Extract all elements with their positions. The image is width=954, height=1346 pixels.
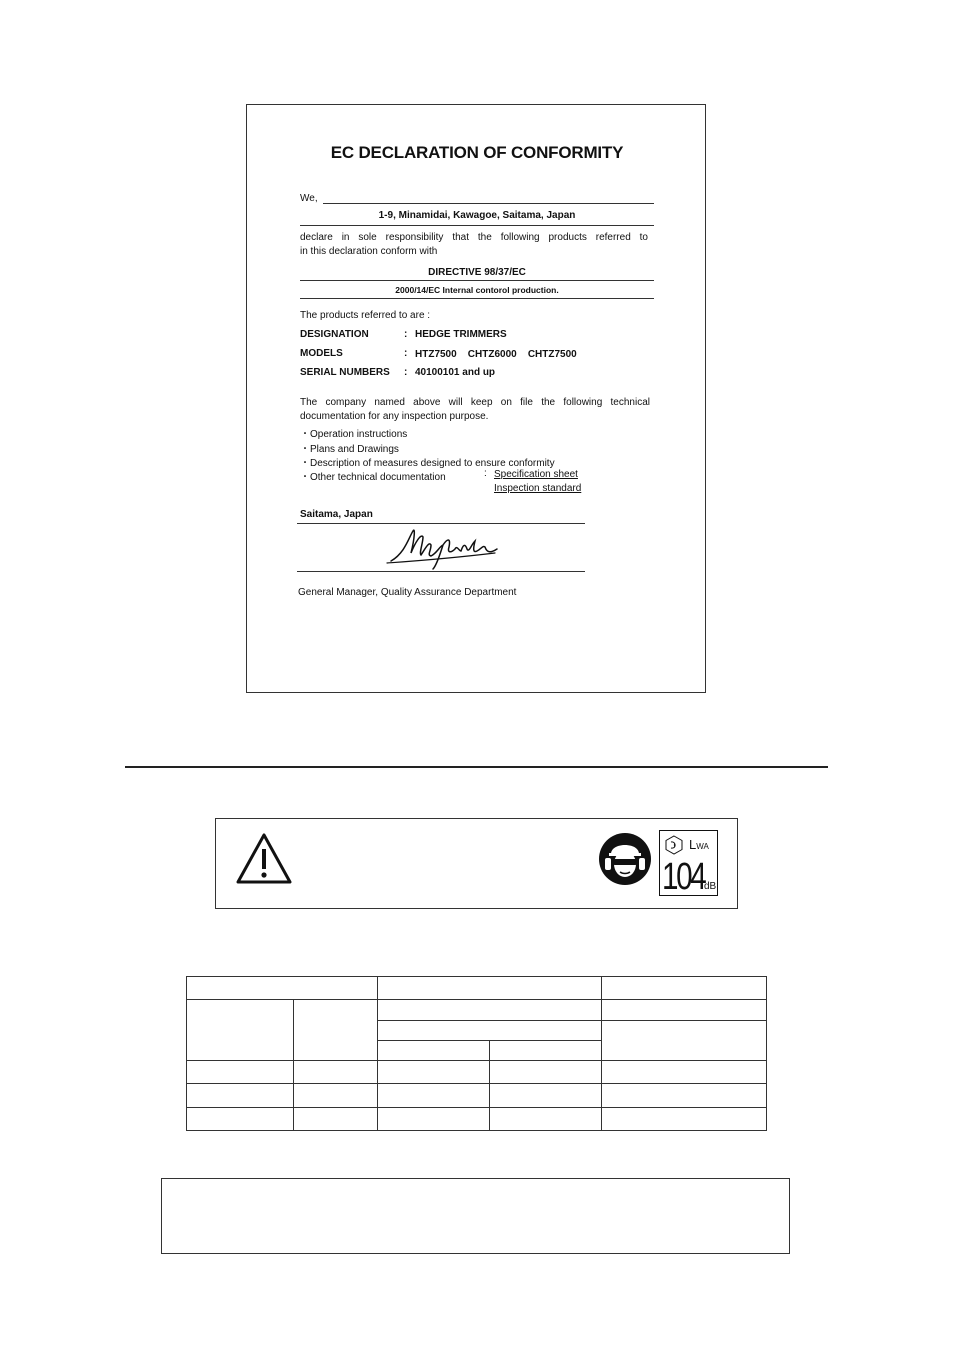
file-line-1: The company named above will keep on file the following technical xyxy=(300,397,650,408)
we-rule xyxy=(323,203,654,204)
designation-sep: : xyxy=(404,329,408,340)
declaration-title: EC DECLARATION OF CONFORMITY xyxy=(330,143,624,162)
table-header-cell xyxy=(601,976,767,1000)
table-header-cell xyxy=(377,976,602,1000)
table-row-cell xyxy=(293,1083,378,1108)
designation-value: HEDGE TRIMMERS xyxy=(415,329,507,340)
table-cell xyxy=(601,999,767,1021)
models-sep: : xyxy=(404,348,408,359)
we-label: We, xyxy=(300,193,318,204)
lwa-main: L xyxy=(689,837,697,852)
table-row-cell xyxy=(489,1083,602,1108)
table-cell xyxy=(377,1040,490,1061)
section-divider xyxy=(125,766,828,768)
file-line-2: documentation for any inspection purpose. xyxy=(300,411,489,422)
table-row-cell xyxy=(293,1060,378,1084)
directive-rule xyxy=(300,280,654,281)
noise-level-icon xyxy=(664,835,684,855)
designation-label: DESIGNATION xyxy=(300,329,369,340)
directive: DIRECTIVE 98/37/EC xyxy=(428,267,526,278)
table-row-cell xyxy=(601,1060,767,1084)
table-cell xyxy=(489,1040,602,1061)
table-row-cell xyxy=(489,1107,602,1131)
table-row-cell xyxy=(489,1060,602,1084)
table-cell xyxy=(377,1020,602,1041)
lwa-sub: WA xyxy=(696,842,709,851)
table-row-cell xyxy=(601,1107,767,1131)
hearing-eye-protection-icon xyxy=(598,832,652,886)
table-header-cell xyxy=(186,976,378,1000)
doc-item: ・Description of measures designed to ensure conformity xyxy=(300,458,555,469)
doc-item: ・Other technical documentation xyxy=(300,472,446,483)
warning-triangle-icon xyxy=(235,832,293,886)
table-row-cell xyxy=(377,1060,490,1084)
docs-sep: : xyxy=(484,468,487,479)
directive-2-rule xyxy=(300,298,654,299)
address-rule xyxy=(300,225,654,226)
signature-rule xyxy=(297,571,585,572)
table-row-cell xyxy=(186,1060,294,1084)
lwa-label xyxy=(689,838,709,853)
serial-sep: : xyxy=(404,367,408,378)
declaration-card xyxy=(246,104,706,693)
noise-unit: dB xyxy=(704,881,717,892)
table-row-cell xyxy=(601,1083,767,1108)
table-row-cell xyxy=(186,1083,294,1108)
spec-table xyxy=(186,976,767,1131)
table-row-cell xyxy=(186,1107,294,1131)
serial-label: SERIAL NUMBERS xyxy=(300,367,390,378)
table-cell xyxy=(186,999,294,1061)
warning-label-box xyxy=(215,818,738,909)
products-intro: The products referred to are : xyxy=(300,310,431,321)
noise-level-label xyxy=(659,830,718,896)
table-row-cell xyxy=(377,1083,490,1108)
declare-line-2: in this declaration conform with xyxy=(300,246,438,257)
place: Saitama, Japan xyxy=(300,509,373,520)
table-row-cell xyxy=(377,1107,490,1131)
doc-item: ・Operation instructions xyxy=(300,429,408,440)
table-row-cell xyxy=(293,1107,378,1131)
signature-icon xyxy=(385,523,501,571)
noise-value: 104 xyxy=(662,856,705,898)
signatory-title: General Manager, Quality Assurance Department xyxy=(298,587,517,598)
declare-line-1: declare in sole responsibility that the following products referred to xyxy=(300,232,648,243)
doc-item: ・Plans and Drawings xyxy=(300,444,399,455)
table-cell xyxy=(601,1020,767,1061)
spec-sheet: Specification sheet xyxy=(494,469,578,480)
directive-2: 2000/14/EC Internal contorol production. xyxy=(395,285,559,295)
serial-value: 40100101 and up xyxy=(415,367,496,378)
models-value: HTZ7500 CHTZ6000 CHTZ7500 xyxy=(415,349,577,360)
models-label: MODELS xyxy=(300,348,343,359)
table-cell xyxy=(377,999,602,1021)
notice-box xyxy=(161,1178,790,1254)
address: 1-9, Minamidai, Kawagoe, Saitama, Japan xyxy=(378,210,576,221)
table-cell xyxy=(293,999,378,1061)
inspection-standard: Inspection standard xyxy=(494,483,582,494)
